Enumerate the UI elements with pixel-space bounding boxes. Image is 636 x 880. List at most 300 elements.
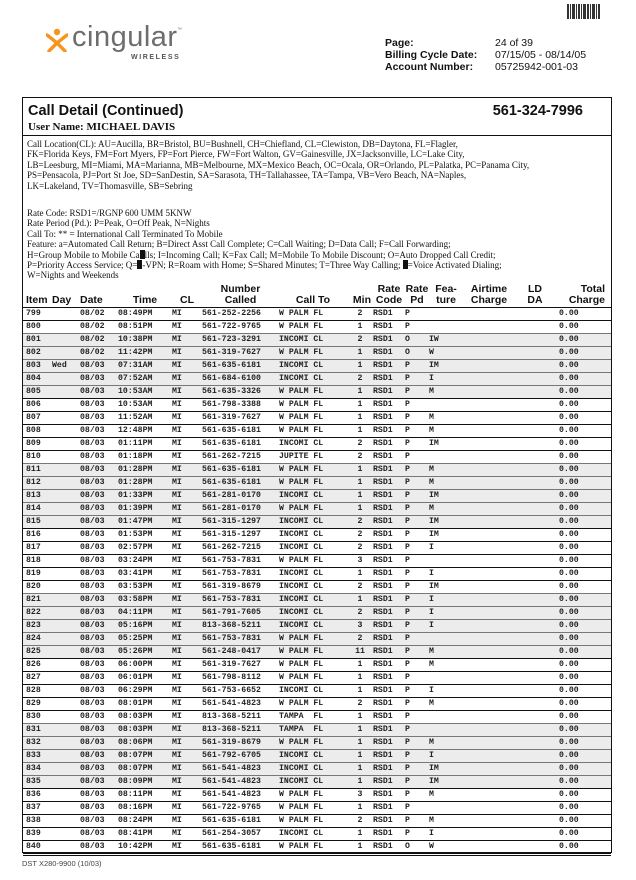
cell-rate-code: RSD1 xyxy=(373,814,405,827)
cell-date: 08/03 xyxy=(80,424,118,437)
cell-call-location: MI xyxy=(172,567,202,580)
cell-minutes: 2 xyxy=(347,541,373,554)
cell-day xyxy=(52,424,80,437)
cell-minutes: 1 xyxy=(347,593,373,606)
cell-total-charge: 0.00 xyxy=(555,723,611,736)
table-row xyxy=(23,801,611,814)
cell-feature: M xyxy=(429,645,463,658)
cell-day xyxy=(52,697,80,710)
cell-call-to: W PALM FL xyxy=(279,463,347,476)
cell-date: 08/03 xyxy=(80,398,118,411)
cell-date: 08/03 xyxy=(80,736,118,749)
cell-rate-period: P xyxy=(405,372,429,385)
cell-time: 01:28PM xyxy=(118,463,172,476)
cell-minutes: 2 xyxy=(347,307,373,320)
cell-rate-period: P xyxy=(405,463,429,476)
table-row xyxy=(23,840,611,854)
table-row xyxy=(23,684,611,697)
cell-feature: IM xyxy=(429,515,463,528)
cell-rate-code: RSD1 xyxy=(373,489,405,502)
cell-feature: I xyxy=(429,684,463,697)
cell-ld-da xyxy=(515,307,555,320)
cell-date: 08/03 xyxy=(80,554,118,567)
cell-minutes: 1 xyxy=(347,775,373,788)
cell-call-location: MI xyxy=(172,320,202,333)
legend xyxy=(23,136,611,281)
cell-rate-period: P xyxy=(405,554,429,567)
cell-ld-da xyxy=(515,632,555,645)
cell-item: 818 xyxy=(23,554,52,567)
cell-ld-da xyxy=(515,710,555,723)
cell-date: 08/03 xyxy=(80,645,118,658)
cell-number-called: 561-319-7627 xyxy=(202,346,279,359)
cell-feature: M xyxy=(429,463,463,476)
cell-rate-code: RSD1 xyxy=(373,528,405,541)
table-row xyxy=(23,593,611,606)
cell-total-charge: 0.00 xyxy=(555,827,611,840)
cell-call-location: MI xyxy=(172,515,202,528)
col-cl: CL xyxy=(180,293,194,306)
cell-feature: M xyxy=(429,502,463,515)
cell-item: 823 xyxy=(23,619,52,632)
cell-ld-da xyxy=(515,658,555,671)
cell-call-location: MI xyxy=(172,775,202,788)
cell-call-to: INCOMI CL xyxy=(279,619,347,632)
cell-rate-code: RSD1 xyxy=(373,424,405,437)
cell-feature: W xyxy=(429,840,463,854)
cell-day xyxy=(52,606,80,619)
cell-total-charge: 0.00 xyxy=(555,619,611,632)
account-number-row xyxy=(385,61,586,73)
cell-airtime-charge xyxy=(463,788,515,801)
cell-feature: IM xyxy=(429,359,463,372)
cell-feature: IM xyxy=(429,437,463,450)
cell-rate-code: RSD1 xyxy=(373,619,405,632)
cell-time: 06:01PM xyxy=(118,671,172,684)
cell-rate-code: RSD1 xyxy=(373,437,405,450)
cell-rate-period: P xyxy=(405,307,429,320)
cell-rate-period: P xyxy=(405,645,429,658)
cell-call-to: W PALM FL xyxy=(279,424,347,437)
cell-day xyxy=(52,645,80,658)
col-call-to: Call To xyxy=(295,293,331,306)
cell-date: 08/03 xyxy=(80,502,118,515)
cell-total-charge: 0.00 xyxy=(555,801,611,814)
cell-ld-da xyxy=(515,333,555,346)
cell-airtime-charge xyxy=(463,710,515,723)
cell-rate-period: P xyxy=(405,593,429,606)
cell-minutes: 1 xyxy=(347,671,373,684)
cell-feature: I xyxy=(429,619,463,632)
feature-legend-line: Feature: a=Automated Call Return; B=Direct Asst Call Complete; C=Call Waiting; D=Data Call; F=Call Forwarding; xyxy=(27,239,451,250)
cell-airtime-charge xyxy=(463,619,515,632)
cell-call-location: MI xyxy=(172,411,202,424)
cell-day xyxy=(52,827,80,840)
cell-date: 08/03 xyxy=(80,619,118,632)
cell-total-charge: 0.00 xyxy=(555,411,611,424)
cell-airtime-charge xyxy=(463,723,515,736)
cell-date: 08/03 xyxy=(80,697,118,710)
cell-date: 08/03 xyxy=(80,671,118,684)
cell-number-called: 561-541-4823 xyxy=(202,788,279,801)
cell-time: 10:53AM xyxy=(118,398,172,411)
cell-minutes: 1 xyxy=(347,827,373,840)
cell-call-to: W PALM FL xyxy=(279,346,347,359)
cell-ld-da xyxy=(515,814,555,827)
cell-rate-code: RSD1 xyxy=(373,684,405,697)
cell-total-charge: 0.00 xyxy=(555,593,611,606)
cell-feature: M xyxy=(429,424,463,437)
cell-rate-period: P xyxy=(405,450,429,463)
cell-time: 08:51PM xyxy=(118,320,172,333)
cell-number-called: 561-319-7627 xyxy=(202,658,279,671)
cell-call-location: MI xyxy=(172,463,202,476)
cell-number-called: 561-791-7605 xyxy=(202,606,279,619)
col-total-charge: Total Charge xyxy=(568,282,605,306)
account-info xyxy=(385,37,586,73)
cell-number-called: 561-635-6181 xyxy=(202,476,279,489)
cell-time: 02:57PM xyxy=(118,541,172,554)
cell-total-charge: 0.00 xyxy=(555,775,611,788)
cell-rate-period: P xyxy=(405,827,429,840)
cell-rate-period: P xyxy=(405,671,429,684)
feature-legend-line: P=Priority Access Service; Q= -VPN; R=Roam with Home; S=Shared Minutes; T=Three Way Calling; =Voice Activated Dialing; xyxy=(27,260,502,271)
cell-airtime-charge xyxy=(463,593,515,606)
cell-day xyxy=(52,411,80,424)
cell-rate-code: RSD1 xyxy=(373,450,405,463)
cell-call-to: JUPITE FL xyxy=(279,450,347,463)
cell-total-charge: 0.00 xyxy=(555,840,611,854)
cell-total-charge: 0.00 xyxy=(555,749,611,762)
cell-rate-period: P xyxy=(405,567,429,580)
trademark: ™ xyxy=(177,27,182,33)
cell-date: 08/02 xyxy=(80,346,118,359)
cell-item: 815 xyxy=(23,515,52,528)
cell-call-location: MI xyxy=(172,580,202,593)
cell-call-location: MI xyxy=(172,723,202,736)
cell-time: 12:48PM xyxy=(118,424,172,437)
cell-call-to: W PALM FL xyxy=(279,320,347,333)
cell-call-location: MI xyxy=(172,346,202,359)
cell-minutes: 2 xyxy=(347,437,373,450)
cell-number-called: 561-315-1297 xyxy=(202,528,279,541)
table-row xyxy=(23,476,611,489)
cell-feature xyxy=(429,554,463,567)
cell-date: 08/03 xyxy=(80,489,118,502)
cell-rate-code: RSD1 xyxy=(373,710,405,723)
cell-day xyxy=(52,684,80,697)
cell-call-location: MI xyxy=(172,827,202,840)
cell-rate-period: P xyxy=(405,684,429,697)
table-row xyxy=(23,554,611,567)
cell-rate-code: RSD1 xyxy=(373,567,405,580)
cell-airtime-charge xyxy=(463,528,515,541)
cell-number-called: 561-635-6181 xyxy=(202,437,279,450)
cell-total-charge: 0.00 xyxy=(555,333,611,346)
table-row xyxy=(23,658,611,671)
cell-airtime-charge xyxy=(463,632,515,645)
cell-minutes: 3 xyxy=(347,554,373,567)
cell-airtime-charge xyxy=(463,814,515,827)
cell-rate-period: P xyxy=(405,528,429,541)
cell-rate-code: RSD1 xyxy=(373,827,405,840)
cell-date: 08/03 xyxy=(80,723,118,736)
cell-call-to: W PALM FL xyxy=(279,658,347,671)
cell-call-location: MI xyxy=(172,736,202,749)
cell-item: 816 xyxy=(23,528,52,541)
call-rows xyxy=(23,307,611,854)
cell-rate-period: P xyxy=(405,788,429,801)
table-row xyxy=(23,723,611,736)
cell-call-to: INCOMI CL xyxy=(279,541,347,554)
table-row xyxy=(23,437,611,450)
cell-item: 802 xyxy=(23,346,52,359)
cell-date: 08/03 xyxy=(80,437,118,450)
cell-call-to: INCOMI CL xyxy=(279,359,347,372)
cell-minutes: 1 xyxy=(347,424,373,437)
cell-total-charge: 0.00 xyxy=(555,398,611,411)
cell-call-to: W PALM FL xyxy=(279,801,347,814)
cell-day xyxy=(52,450,80,463)
cell-call-to: W PALM FL xyxy=(279,398,347,411)
cell-ld-da xyxy=(515,437,555,450)
cell-number-called: 561-254-3057 xyxy=(202,827,279,840)
cell-rate-period: P xyxy=(405,658,429,671)
cell-number-called: 561-635-6181 xyxy=(202,814,279,827)
cell-airtime-charge xyxy=(463,450,515,463)
cell-date: 08/02 xyxy=(80,333,118,346)
cell-time: 08:09PM xyxy=(118,775,172,788)
cell-feature: M xyxy=(429,788,463,801)
user-name: User Name: MICHAEL DAVIS xyxy=(28,121,176,133)
cell-call-to: INCOMI CL xyxy=(279,606,347,619)
cell-call-to: INCOMI CL xyxy=(279,762,347,775)
cell-call-to: INCOMI CL xyxy=(279,684,347,697)
cell-item: 805 xyxy=(23,385,52,398)
cell-feature: IM xyxy=(429,762,463,775)
cell-ld-da xyxy=(515,671,555,684)
cell-item: 836 xyxy=(23,788,52,801)
cell-airtime-charge xyxy=(463,385,515,398)
cell-day xyxy=(52,372,80,385)
billing-cycle-label: Billing Cycle Date: xyxy=(385,49,478,61)
cell-rate-period: P xyxy=(405,697,429,710)
table-row xyxy=(23,385,611,398)
col-number-called: Number Called xyxy=(220,282,261,306)
cell-minutes: 1 xyxy=(347,385,373,398)
cell-ld-da xyxy=(515,567,555,580)
cell-total-charge: 0.00 xyxy=(555,476,611,489)
cell-day xyxy=(52,671,80,684)
table-row xyxy=(23,411,611,424)
cell-item: 834 xyxy=(23,762,52,775)
cell-time: 08:24PM xyxy=(118,814,172,827)
cell-minutes: 2 xyxy=(347,372,373,385)
cell-airtime-charge xyxy=(463,671,515,684)
cell-day xyxy=(52,801,80,814)
cell-item: 833 xyxy=(23,749,52,762)
cell-call-to: W PALM FL xyxy=(279,632,347,645)
cell-minutes: 1 xyxy=(347,736,373,749)
cell-ld-da xyxy=(515,801,555,814)
cell-rate-code: RSD1 xyxy=(373,515,405,528)
cell-rate-code: RSD1 xyxy=(373,736,405,749)
cell-time: 01:28PM xyxy=(118,476,172,489)
cell-ld-da xyxy=(515,619,555,632)
cell-feature: I xyxy=(429,827,463,840)
cell-call-location: MI xyxy=(172,333,202,346)
cell-minutes: 1 xyxy=(347,762,373,775)
table-row xyxy=(23,463,611,476)
cell-rate-code: RSD1 xyxy=(373,671,405,684)
cell-number-called: 561-753-6652 xyxy=(202,684,279,697)
cell-item: 804 xyxy=(23,372,52,385)
feature-legend-line: W=Nights and Weekends xyxy=(27,270,119,281)
barcode xyxy=(567,4,601,19)
cell-rate-code: RSD1 xyxy=(373,333,405,346)
cell-airtime-charge xyxy=(463,502,515,515)
cell-item: 840 xyxy=(23,840,52,854)
col-rate-pd: Rate Pd xyxy=(405,282,429,306)
phone-number: 561-324-7996 xyxy=(492,103,583,119)
cell-date: 08/03 xyxy=(80,567,118,580)
cell-airtime-charge xyxy=(463,554,515,567)
cell-call-location: MI xyxy=(172,424,202,437)
cell-rate-code: RSD1 xyxy=(373,762,405,775)
cell-number-called: 561-541-4823 xyxy=(202,697,279,710)
table-row xyxy=(23,762,611,775)
call-location-legend-line: PS=Pensacola, PJ=Port St Joe, SD=SanDestin, SA=Sarasota, TH=Tallahassee, TA=Tampa, VB=Vero Beach, NA=Naples, xyxy=(27,170,467,181)
table-row xyxy=(23,671,611,684)
cell-date: 08/03 xyxy=(80,476,118,489)
cell-rate-code: RSD1 xyxy=(373,463,405,476)
cell-number-called: 561-541-4823 xyxy=(202,775,279,788)
cell-date: 08/03 xyxy=(80,372,118,385)
cell-date: 08/03 xyxy=(80,801,118,814)
cell-ld-da xyxy=(515,723,555,736)
cell-call-location: MI xyxy=(172,372,202,385)
cell-number-called: 561-635-6181 xyxy=(202,359,279,372)
cell-date: 08/03 xyxy=(80,827,118,840)
table-row xyxy=(23,359,611,372)
cell-total-charge: 0.00 xyxy=(555,307,611,320)
cell-day xyxy=(52,788,80,801)
cell-number-called: 561-281-0170 xyxy=(202,502,279,515)
col-feature: Fea- ture xyxy=(435,282,457,306)
table-row xyxy=(23,580,611,593)
cell-date: 08/03 xyxy=(80,658,118,671)
page-label: Page: xyxy=(385,37,414,49)
table-row xyxy=(23,827,611,840)
cell-call-location: MI xyxy=(172,359,202,372)
cell-time: 01:47PM xyxy=(118,515,172,528)
cell-rate-code: RSD1 xyxy=(373,476,405,489)
cell-rate-period: P xyxy=(405,385,429,398)
cell-item: 807 xyxy=(23,411,52,424)
cell-time: 10:53AM xyxy=(118,385,172,398)
cell-date: 08/02 xyxy=(80,307,118,320)
cell-number-called: 561-319-7627 xyxy=(202,411,279,424)
table-row xyxy=(23,619,611,632)
feature-legend-line: H=Group Mobile to Mobile Ca lls; I=Incoming Call; K=Fax Call; M=Mobile To Mobile Discount; O=Auto Dropped Call Credit; xyxy=(27,249,496,260)
table-row xyxy=(23,814,611,827)
cell-number-called: 561-753-7831 xyxy=(202,567,279,580)
cell-minutes: 1 xyxy=(347,502,373,515)
cell-date: 08/03 xyxy=(80,450,118,463)
call-location-legend-line: LK=Lakeland, TV=Thomasville, SB=Sebring xyxy=(27,180,193,191)
cell-airtime-charge xyxy=(463,580,515,593)
cell-airtime-charge xyxy=(463,658,515,671)
cell-day xyxy=(52,385,80,398)
cell-call-to: W PALM FL xyxy=(279,307,347,320)
cell-minutes: 1 xyxy=(347,489,373,502)
cell-total-charge: 0.00 xyxy=(555,385,611,398)
cell-airtime-charge xyxy=(463,606,515,619)
cell-feature: I xyxy=(429,541,463,554)
table-row xyxy=(23,541,611,554)
cell-minutes: 3 xyxy=(347,788,373,801)
cell-call-to: TAMPA FL xyxy=(279,723,347,736)
cell-time: 08:11PM xyxy=(118,788,172,801)
cell-call-to: INCOMI CL xyxy=(279,333,347,346)
table-row xyxy=(23,450,611,463)
col-airtime-charge: Airtime Charge xyxy=(470,282,508,306)
cell-item: 803 xyxy=(23,359,52,372)
cell-ld-da xyxy=(515,788,555,801)
cell-rate-period: P xyxy=(405,476,429,489)
cell-ld-da xyxy=(515,749,555,762)
table-row xyxy=(23,307,611,320)
cell-minutes: 1 xyxy=(347,749,373,762)
cell-number-called: 561-753-7831 xyxy=(202,554,279,567)
cell-rate-code: RSD1 xyxy=(373,658,405,671)
cell-total-charge: 0.00 xyxy=(555,437,611,450)
col-item: Item xyxy=(26,293,48,306)
cell-number-called: 561-722-9765 xyxy=(202,801,279,814)
cell-ld-da xyxy=(515,736,555,749)
cell-date: 08/03 xyxy=(80,411,118,424)
form-code: DST X280-9900 (10/03) xyxy=(22,859,102,868)
cell-day xyxy=(52,502,80,515)
table-row xyxy=(23,528,611,541)
cell-time: 01:39PM xyxy=(118,502,172,515)
cell-call-to: INCOMI CL xyxy=(279,580,347,593)
cell-rate-code: RSD1 xyxy=(373,697,405,710)
cell-day xyxy=(52,619,80,632)
rate-period-legend: Rate Period (Pd.): P=Peak, O=Off Peak, N=Nights xyxy=(27,218,210,229)
cell-number-called: 561-635-6181 xyxy=(202,463,279,476)
cell-rate-period: P xyxy=(405,814,429,827)
cell-date: 08/03 xyxy=(80,463,118,476)
cell-feature: IM xyxy=(429,489,463,502)
cell-call-to: INCOMI CL xyxy=(279,489,347,502)
cell-rate-period: P xyxy=(405,502,429,515)
account-number-label: Account Number: xyxy=(385,61,474,73)
cell-item: 831 xyxy=(23,723,52,736)
cell-date: 08/03 xyxy=(80,580,118,593)
cell-call-location: MI xyxy=(172,398,202,411)
cell-ld-da xyxy=(515,372,555,385)
cell-minutes: 1 xyxy=(347,658,373,671)
table-row xyxy=(23,775,611,788)
cell-feature: M xyxy=(429,658,463,671)
table-row xyxy=(23,320,611,333)
cell-number-called: 561-262-7215 xyxy=(202,450,279,463)
cell-date: 08/03 xyxy=(80,840,118,854)
section-header xyxy=(23,98,611,136)
cell-time: 06:00PM xyxy=(118,658,172,671)
cell-minutes: 2 xyxy=(347,450,373,463)
